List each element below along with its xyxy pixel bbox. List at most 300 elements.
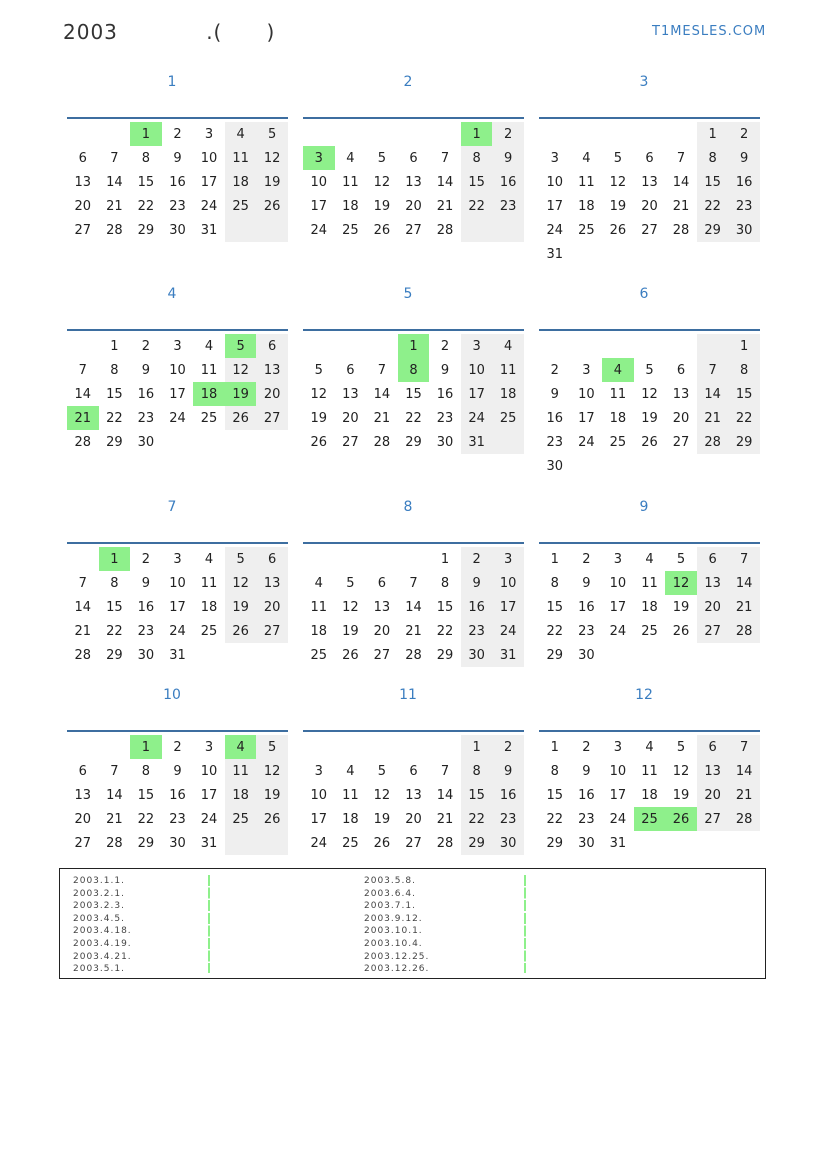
day-cell[interactable]: 3: [173, 551, 182, 567]
day-cell[interactable]: 1: [728, 334, 760, 358]
day-cell[interactable]: 6: [697, 735, 729, 759]
day-cell[interactable]: 29: [461, 831, 493, 855]
day-cell[interactable]: 8: [398, 358, 430, 382]
day-cell[interactable]: 29: [405, 434, 422, 450]
day-cell[interactable]: 1: [697, 122, 729, 146]
day-cell[interactable]: 8: [461, 759, 493, 783]
day-cell[interactable]: 21: [405, 623, 422, 639]
day-cell[interactable]: 13: [697, 571, 729, 595]
day-cell[interactable]: 8: [110, 362, 119, 378]
day-cell[interactable]: 6: [645, 150, 654, 166]
day-cell[interactable]: 30: [461, 643, 493, 667]
day-cell[interactable]: 12: [373, 174, 391, 190]
day-cell[interactable]: 12: [225, 571, 257, 595]
day-cell[interactable]: 26: [641, 434, 658, 450]
day-cell[interactable]: 24: [609, 623, 627, 639]
day-cell[interactable]: 12: [256, 759, 288, 783]
day-cell[interactable]: 15: [728, 382, 760, 406]
day-cell[interactable]: 13: [256, 358, 288, 382]
day-cell[interactable]: 11: [641, 763, 658, 779]
day-cell[interactable]: 23: [728, 194, 760, 218]
day-cell[interactable]: 22: [137, 811, 155, 827]
day-cell[interactable]: 4: [645, 739, 654, 755]
day-cell[interactable]: 14: [728, 759, 760, 783]
day-cell[interactable]: 10: [609, 763, 627, 779]
day-cell[interactable]: 8: [697, 146, 729, 170]
day-cell[interactable]: 2: [461, 547, 493, 571]
day-cell[interactable]: 20: [405, 811, 422, 827]
day-cell[interactable]: 23: [169, 811, 186, 827]
day-cell[interactable]: 3: [582, 362, 591, 378]
day-cell[interactable]: 4: [204, 338, 214, 354]
day-cell[interactable]: 4: [645, 551, 654, 567]
day-cell[interactable]: 21: [728, 595, 760, 619]
day-cell[interactable]: 27: [405, 222, 422, 238]
day-cell[interactable]: 1: [461, 122, 493, 146]
day-cell[interactable]: 3: [613, 739, 623, 755]
day-cell[interactable]: 6: [256, 547, 288, 571]
day-cell[interactable]: 25: [225, 194, 257, 218]
day-cell[interactable]: 30: [436, 434, 454, 450]
day-cell[interactable]: 17: [310, 811, 328, 827]
day-cell[interactable]: 21: [67, 406, 99, 430]
day-cell[interactable]: 30: [492, 831, 524, 855]
day-cell[interactable]: 1: [130, 735, 162, 759]
day-cell[interactable]: 5: [613, 150, 623, 166]
day-cell[interactable]: 19: [672, 599, 690, 615]
day-cell[interactable]: 18: [492, 382, 524, 406]
day-cell[interactable]: 10: [169, 362, 186, 378]
day-cell[interactable]: 21: [106, 811, 123, 827]
day-cell[interactable]: 22: [546, 811, 564, 827]
day-cell[interactable]: 31: [169, 647, 186, 663]
day-cell[interactable]: 4: [346, 763, 355, 779]
day-cell[interactable]: 17: [461, 382, 493, 406]
day-cell[interactable]: 9: [141, 362, 151, 378]
day-cell[interactable]: 11: [225, 146, 257, 170]
day-cell[interactable]: 19: [310, 410, 328, 426]
day-cell[interactable]: 1: [99, 547, 131, 571]
day-cell[interactable]: 19: [672, 787, 690, 803]
day-cell[interactable]: 12: [342, 599, 359, 615]
day-cell[interactable]: 3: [204, 739, 214, 755]
day-cell[interactable]: 31: [609, 835, 627, 851]
day-cell[interactable]: 28: [74, 647, 92, 663]
day-cell[interactable]: 3: [550, 150, 559, 166]
day-cell[interactable]: 14: [697, 382, 729, 406]
day-cell[interactable]: 24: [169, 623, 186, 639]
day-cell[interactable]: 30: [546, 458, 564, 474]
day-cell[interactable]: 30: [137, 434, 155, 450]
day-cell[interactable]: 2: [492, 735, 524, 759]
day-cell[interactable]: 22: [106, 410, 123, 426]
day-cell[interactable]: 27: [74, 222, 92, 238]
day-cell[interactable]: 27: [672, 434, 690, 450]
day-cell[interactable]: 5: [256, 735, 288, 759]
day-cell[interactable]: 9: [582, 763, 591, 779]
day-cell[interactable]: 30: [169, 835, 186, 851]
day-cell[interactable]: 21: [436, 198, 454, 214]
day-cell[interactable]: 1: [550, 739, 559, 755]
day-cell[interactable]: 20: [672, 410, 690, 426]
day-cell[interactable]: 2: [173, 126, 182, 142]
day-cell[interactable]: 9: [492, 146, 524, 170]
day-cell[interactable]: 27: [74, 835, 92, 851]
day-cell[interactable]: 13: [74, 787, 92, 803]
day-cell[interactable]: 11: [310, 599, 328, 615]
day-cell[interactable]: 10: [578, 386, 595, 402]
day-cell[interactable]: 6: [346, 362, 355, 378]
day-cell[interactable]: 14: [106, 174, 123, 190]
day-cell[interactable]: 6: [676, 362, 686, 378]
day-cell[interactable]: 26: [256, 807, 288, 831]
day-cell[interactable]: 7: [440, 763, 450, 779]
day-cell[interactable]: 4: [314, 575, 323, 591]
day-cell[interactable]: 14: [436, 787, 454, 803]
day-cell[interactable]: 14: [436, 174, 454, 190]
day-cell[interactable]: 17: [169, 386, 186, 402]
day-cell[interactable]: 9: [728, 146, 760, 170]
day-cell[interactable]: 16: [578, 599, 595, 615]
day-cell[interactable]: 29: [728, 430, 760, 454]
day-cell[interactable]: 13: [641, 174, 658, 190]
day-cell[interactable]: 12: [665, 571, 697, 595]
day-cell[interactable]: 7: [409, 575, 418, 591]
day-cell[interactable]: 12: [609, 174, 627, 190]
day-cell[interactable]: 6: [78, 763, 87, 779]
day-cell[interactable]: 6: [697, 547, 729, 571]
day-cell[interactable]: 6: [256, 334, 288, 358]
day-cell[interactable]: 19: [256, 170, 288, 194]
day-cell[interactable]: 1: [440, 551, 450, 567]
day-cell[interactable]: 26: [225, 619, 257, 643]
day-cell[interactable]: 7: [676, 150, 686, 166]
day-cell[interactable]: 23: [137, 410, 155, 426]
day-cell[interactable]: 28: [672, 222, 690, 238]
day-cell[interactable]: 21: [436, 811, 454, 827]
day-cell[interactable]: 29: [546, 835, 564, 851]
day-cell[interactable]: 19: [641, 410, 658, 426]
day-cell[interactable]: 3: [613, 551, 623, 567]
day-cell[interactable]: 19: [373, 198, 391, 214]
day-cell[interactable]: 7: [78, 575, 87, 591]
day-cell[interactable]: 20: [697, 595, 729, 619]
day-cell[interactable]: 31: [200, 835, 218, 851]
day-cell[interactable]: 25: [641, 623, 658, 639]
day-cell[interactable]: 26: [342, 647, 359, 663]
day-cell[interactable]: 13: [405, 174, 422, 190]
day-cell[interactable]: 28: [697, 430, 729, 454]
day-cell[interactable]: 22: [405, 410, 422, 426]
day-cell[interactable]: 17: [546, 198, 564, 214]
day-cell[interactable]: 22: [461, 807, 493, 831]
day-cell[interactable]: 27: [641, 222, 658, 238]
day-cell[interactable]: 25: [578, 222, 595, 238]
day-cell[interactable]: 16: [492, 783, 524, 807]
day-cell[interactable]: 19: [225, 382, 257, 406]
day-cell[interactable]: 20: [342, 410, 359, 426]
day-cell[interactable]: 10: [200, 150, 218, 166]
day-cell[interactable]: 4: [204, 551, 214, 567]
day-cell[interactable]: 5: [225, 334, 257, 358]
day-cell[interactable]: 15: [106, 599, 123, 615]
day-cell[interactable]: 27: [405, 835, 422, 851]
day-cell[interactable]: 25: [200, 410, 218, 426]
day-cell[interactable]: 18: [342, 811, 359, 827]
day-cell[interactable]: 18: [200, 599, 218, 615]
day-cell[interactable]: 31: [461, 430, 493, 454]
day-cell[interactable]: 9: [461, 571, 493, 595]
day-cell[interactable]: 3: [492, 547, 524, 571]
day-cell[interactable]: 26: [672, 623, 690, 639]
day-cell[interactable]: 27: [373, 647, 391, 663]
day-cell[interactable]: 26: [609, 222, 627, 238]
day-cell[interactable]: 7: [728, 735, 760, 759]
day-cell[interactable]: 11: [225, 759, 257, 783]
day-cell[interactable]: 17: [310, 198, 328, 214]
day-cell[interactable]: 2: [582, 551, 591, 567]
day-cell[interactable]: 30: [578, 835, 595, 851]
day-cell[interactable]: 16: [137, 386, 155, 402]
day-cell[interactable]: 29: [697, 218, 729, 242]
day-cell[interactable]: 13: [405, 787, 422, 803]
day-cell[interactable]: 30: [578, 647, 595, 663]
day-cell[interactable]: 11: [609, 386, 627, 402]
day-cell[interactable]: 13: [256, 571, 288, 595]
day-cell[interactable]: 15: [461, 783, 493, 807]
day-cell[interactable]: 4: [346, 150, 355, 166]
day-cell[interactable]: 12: [225, 358, 257, 382]
day-cell[interactable]: 29: [106, 647, 123, 663]
day-cell[interactable]: 5: [225, 547, 257, 571]
day-cell[interactable]: 26: [373, 835, 391, 851]
day-cell[interactable]: 22: [137, 198, 155, 214]
day-cell[interactable]: 24: [546, 222, 564, 238]
day-cell[interactable]: 31: [546, 246, 564, 262]
day-cell[interactable]: 24: [578, 434, 595, 450]
day-cell[interactable]: 24: [200, 198, 218, 214]
day-cell[interactable]: 13: [74, 174, 92, 190]
day-cell[interactable]: 29: [546, 647, 564, 663]
day-cell[interactable]: 1: [130, 122, 162, 146]
day-cell[interactable]: 29: [137, 835, 155, 851]
day-cell[interactable]: 26: [373, 222, 391, 238]
day-cell[interactable]: 18: [641, 787, 658, 803]
day-cell[interactable]: 28: [405, 647, 422, 663]
day-cell[interactable]: 23: [137, 623, 155, 639]
day-cell[interactable]: 18: [578, 198, 595, 214]
day-cell[interactable]: 26: [256, 194, 288, 218]
day-cell[interactable]: 7: [78, 362, 87, 378]
day-cell[interactable]: 31: [492, 643, 524, 667]
day-cell[interactable]: 10: [609, 575, 627, 591]
day-cell[interactable]: 10: [169, 575, 186, 591]
day-cell[interactable]: 22: [546, 623, 564, 639]
day-cell[interactable]: 7: [697, 358, 729, 382]
day-cell[interactable]: 14: [373, 386, 391, 402]
day-cell[interactable]: 10: [310, 787, 328, 803]
day-cell[interactable]: 1: [398, 334, 430, 358]
day-cell[interactable]: 20: [74, 811, 92, 827]
day-cell[interactable]: 25: [342, 222, 359, 238]
day-cell[interactable]: 20: [256, 382, 288, 406]
day-cell[interactable]: 15: [106, 386, 123, 402]
day-cell[interactable]: 3: [461, 334, 493, 358]
day-cell[interactable]: 19: [256, 783, 288, 807]
day-cell[interactable]: 8: [550, 763, 559, 779]
day-cell[interactable]: 9: [440, 362, 450, 378]
day-cell[interactable]: 4: [602, 358, 634, 382]
day-cell[interactable]: 3: [314, 763, 323, 779]
day-cell[interactable]: 17: [609, 787, 627, 803]
day-cell[interactable]: 14: [728, 571, 760, 595]
day-cell[interactable]: 12: [373, 787, 391, 803]
day-cell[interactable]: 2: [141, 551, 151, 567]
day-cell[interactable]: 20: [641, 198, 658, 214]
day-cell[interactable]: 16: [137, 599, 155, 615]
day-cell[interactable]: 21: [74, 623, 92, 639]
day-cell[interactable]: 27: [342, 434, 359, 450]
day-cell[interactable]: 11: [342, 174, 359, 190]
day-cell[interactable]: 25: [310, 647, 328, 663]
day-cell[interactable]: 25: [492, 406, 524, 430]
day-cell[interactable]: 12: [310, 386, 328, 402]
day-cell[interactable]: 27: [697, 807, 729, 831]
day-cell[interactable]: 20: [373, 623, 391, 639]
day-cell[interactable]: 6: [409, 150, 418, 166]
day-cell[interactable]: 16: [436, 386, 454, 402]
day-cell[interactable]: 8: [461, 146, 493, 170]
day-cell[interactable]: 7: [110, 763, 119, 779]
day-cell[interactable]: 16: [578, 787, 595, 803]
day-cell[interactable]: 26: [665, 807, 697, 831]
day-cell[interactable]: 8: [550, 575, 559, 591]
day-cell[interactable]: 2: [492, 122, 524, 146]
day-cell[interactable]: 12: [641, 386, 658, 402]
day-cell[interactable]: 14: [405, 599, 422, 615]
day-cell[interactable]: 28: [74, 434, 92, 450]
day-cell[interactable]: 20: [405, 198, 422, 214]
day-cell[interactable]: 17: [169, 599, 186, 615]
day-cell[interactable]: 4: [582, 150, 591, 166]
day-cell[interactable]: 7: [728, 547, 760, 571]
day-cell[interactable]: 29: [106, 434, 123, 450]
day-cell[interactable]: 2: [141, 338, 151, 354]
day-cell[interactable]: 8: [728, 358, 760, 382]
day-cell[interactable]: 17: [200, 787, 218, 803]
day-cell[interactable]: 24: [200, 811, 218, 827]
day-cell[interactable]: 11: [200, 575, 218, 591]
day-cell[interactable]: 28: [106, 835, 123, 851]
day-cell[interactable]: 21: [373, 410, 391, 426]
day-cell[interactable]: 27: [697, 619, 729, 643]
day-cell[interactable]: 7: [440, 150, 450, 166]
day-cell[interactable]: 2: [582, 739, 591, 755]
day-cell[interactable]: 13: [373, 599, 391, 615]
day-cell[interactable]: 19: [609, 198, 627, 214]
day-cell[interactable]: 22: [106, 623, 123, 639]
day-cell[interactable]: 23: [578, 811, 595, 827]
day-cell[interactable]: 17: [578, 410, 595, 426]
day-cell[interactable]: 17: [492, 595, 524, 619]
day-cell[interactable]: 8: [440, 575, 450, 591]
day-cell[interactable]: 24: [310, 835, 328, 851]
day-cell[interactable]: 7: [377, 362, 387, 378]
day-cell[interactable]: 22: [436, 623, 454, 639]
day-cell[interactable]: 20: [256, 595, 288, 619]
day-cell[interactable]: 18: [225, 783, 257, 807]
day-cell[interactable]: 5: [676, 551, 686, 567]
day-cell[interactable]: 29: [137, 222, 155, 238]
day-cell[interactable]: 5: [676, 739, 686, 755]
day-cell[interactable]: 16: [546, 410, 564, 426]
day-cell[interactable]: 31: [200, 222, 218, 238]
day-cell[interactable]: 23: [461, 619, 493, 643]
day-cell[interactable]: 28: [373, 434, 391, 450]
day-cell[interactable]: 12: [256, 146, 288, 170]
day-cell[interactable]: 21: [672, 198, 690, 214]
day-cell[interactable]: 18: [641, 599, 658, 615]
day-cell[interactable]: 16: [169, 787, 186, 803]
day-cell[interactable]: 9: [582, 575, 591, 591]
day-cell[interactable]: 18: [609, 410, 627, 426]
day-cell[interactable]: 21: [106, 198, 123, 214]
day-cell[interactable]: 10: [200, 763, 218, 779]
day-cell[interactable]: 13: [342, 386, 359, 402]
day-cell[interactable]: 25: [225, 807, 257, 831]
day-cell[interactable]: 30: [728, 218, 760, 242]
day-cell[interactable]: 22: [697, 194, 729, 218]
day-cell[interactable]: 5: [346, 575, 355, 591]
day-cell[interactable]: 8: [110, 575, 119, 591]
day-cell[interactable]: 23: [578, 623, 595, 639]
day-cell[interactable]: 8: [141, 763, 151, 779]
day-cell[interactable]: 24: [492, 619, 524, 643]
day-cell[interactable]: 28: [436, 222, 454, 238]
day-cell[interactable]: 24: [310, 222, 328, 238]
day-cell[interactable]: 22: [728, 406, 760, 430]
day-cell[interactable]: 16: [461, 595, 493, 619]
day-cell[interactable]: 18: [225, 170, 257, 194]
day-cell[interactable]: 14: [106, 787, 123, 803]
day-cell[interactable]: 21: [697, 406, 729, 430]
day-cell[interactable]: 11: [342, 787, 359, 803]
day-cell[interactable]: 5: [645, 362, 654, 378]
brand-link[interactable]: T1MESLES.COM: [652, 24, 767, 39]
day-cell[interactable]: 16: [728, 170, 760, 194]
day-cell[interactable]: 29: [436, 647, 454, 663]
day-cell[interactable]: 2: [728, 122, 760, 146]
day-cell[interactable]: 23: [436, 410, 454, 426]
day-cell[interactable]: 7: [110, 150, 119, 166]
day-cell[interactable]: 14: [672, 174, 690, 190]
day-cell[interactable]: 17: [200, 174, 218, 190]
day-cell[interactable]: 26: [225, 406, 257, 430]
day-cell[interactable]: 11: [200, 362, 218, 378]
day-cell[interactable]: 9: [173, 150, 182, 166]
day-cell[interactable]: 25: [609, 434, 627, 450]
day-cell[interactable]: 3: [173, 338, 182, 354]
day-cell[interactable]: 14: [74, 599, 92, 615]
day-cell[interactable]: 20: [74, 198, 92, 214]
day-cell[interactable]: 4: [225, 122, 257, 146]
day-cell[interactable]: 16: [169, 174, 186, 190]
day-cell[interactable]: 18: [342, 198, 359, 214]
day-cell[interactable]: 15: [461, 170, 493, 194]
day-cell[interactable]: 19: [342, 623, 359, 639]
day-cell[interactable]: 12: [672, 763, 690, 779]
day-cell[interactable]: 10: [492, 571, 524, 595]
